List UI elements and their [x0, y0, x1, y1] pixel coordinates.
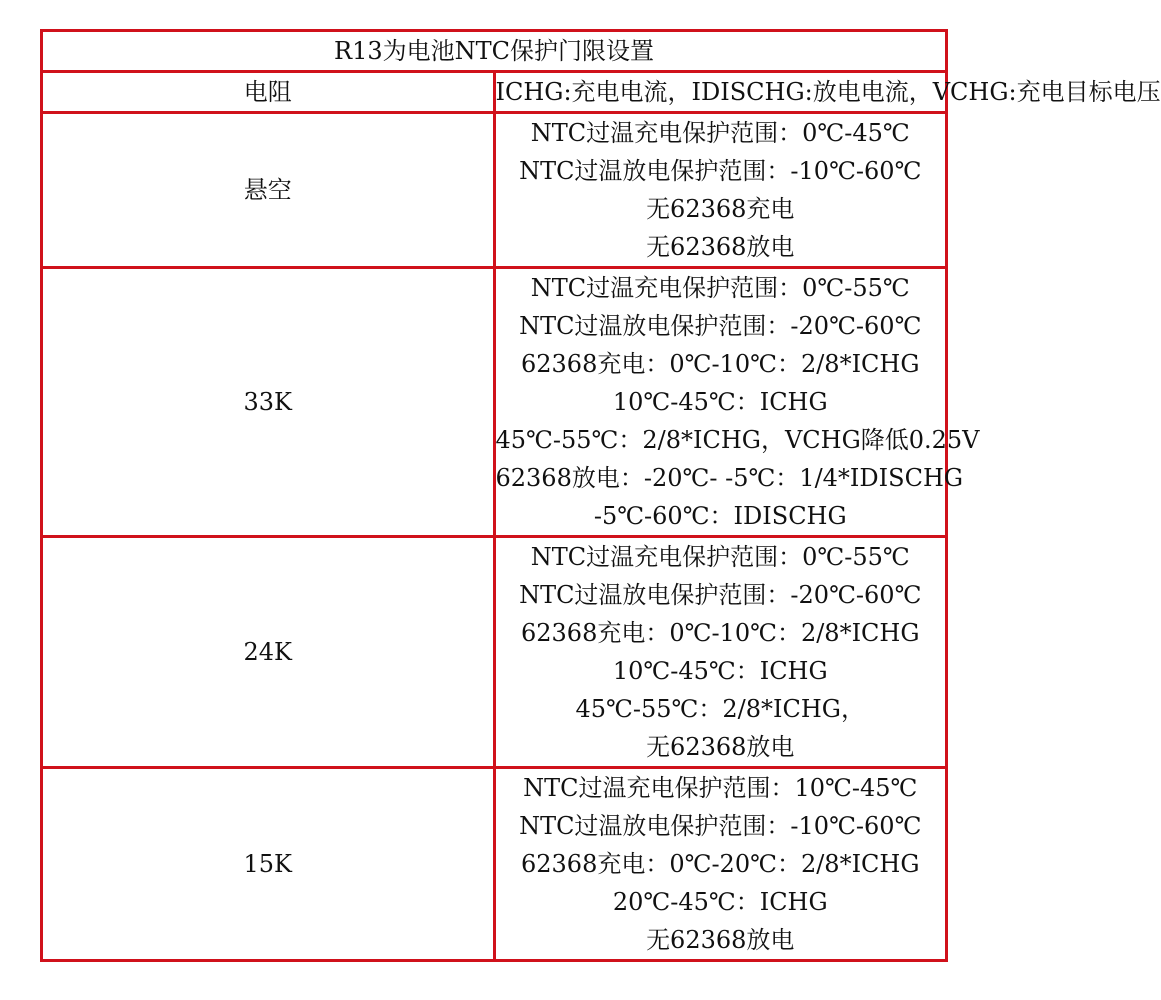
settings-line: 62368充电：0℃-10℃：2/8*ICHG — [520, 619, 920, 647]
settings-line: 62368充电：0℃-10℃：2/8*ICHG — [520, 350, 920, 378]
resistor-value: 悬空 — [42, 113, 495, 268]
resistor-value: 33K — [42, 268, 495, 537]
settings-line: 45℃-55℃：2/8*ICHG，VCHG降低0.25V — [495, 426, 980, 454]
settings-line: 62368放电：-20℃- -5℃：1/4*IDISCHG — [495, 464, 964, 492]
settings-line: 10℃-45℃：ICHG — [612, 657, 828, 685]
table-row-15k — [42, 768, 947, 961]
resistor-value: 24K — [42, 537, 495, 768]
settings-line: 无62368放电 — [646, 733, 795, 761]
settings-line: 无62368充电 — [646, 195, 795, 223]
settings-line: 无62368放电 — [646, 233, 795, 261]
settings-line: NTC过温充电保护范围：0℃-55℃ — [530, 543, 910, 571]
settings-line: 10℃-45℃：ICHG — [612, 388, 828, 416]
settings-line: NTC过温充电保护范围：0℃-55℃ — [530, 274, 910, 302]
settings-line: 45℃-55℃：2/8*ICHG， — [575, 695, 865, 723]
settings-cell — [494, 537, 947, 768]
resistor-column-header: 电阻 — [42, 72, 495, 113]
settings-line: NTC过温充电保护范围：10℃-45℃ — [523, 774, 918, 802]
settings-line: 62368充电：0℃-20℃：2/8*ICHG — [520, 850, 920, 878]
settings-line: -5℃-60℃：IDISCHG — [593, 502, 847, 530]
settings-line: NTC过温放电保护范围：-10℃-60℃ — [519, 157, 922, 185]
settings-line: NTC过温充电保护范围：0℃-45℃ — [530, 119, 910, 147]
settings-cell — [494, 768, 947, 961]
table-row-33k — [42, 268, 947, 537]
table-title-row — [42, 31, 947, 72]
settings-cell — [494, 268, 980, 537]
settings-line: 无62368放电 — [646, 926, 795, 954]
settings-line: NTC过温放电保护范围：-20℃-60℃ — [519, 312, 922, 340]
resistor-value: 15K — [42, 768, 495, 961]
settings-cell — [494, 113, 947, 268]
table-row-floating — [42, 113, 947, 268]
ntc-threshold-table — [40, 29, 1161, 962]
settings-line: NTC过温放电保护范围：-10℃-60℃ — [519, 812, 922, 840]
table-header-row — [42, 72, 947, 113]
settings-line: 20℃-45℃：ICHG — [612, 888, 828, 916]
description-column-header: ICHG:充电电流，IDISCHG:放电电流，VCHG:充电目标电压 — [494, 72, 947, 113]
table-title: R13为电池NTC保护门限设置 — [42, 31, 947, 72]
settings-line: NTC过温放电保护范围：-20℃-60℃ — [519, 581, 922, 609]
table-row-24k — [42, 537, 947, 768]
